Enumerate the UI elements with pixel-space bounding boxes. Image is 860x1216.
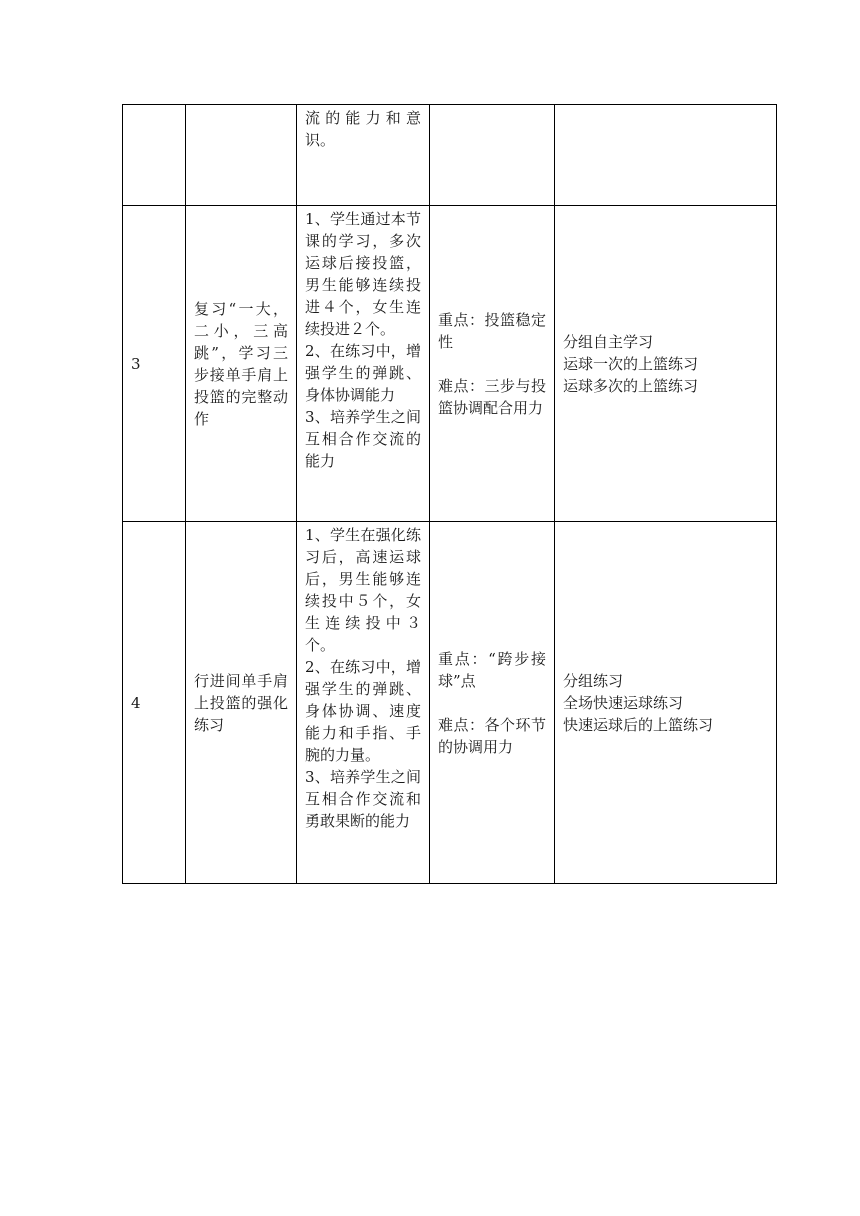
activity-cell bbox=[555, 522, 777, 884]
lesson-plan-table bbox=[122, 104, 777, 884]
row-number: 3 bbox=[123, 206, 186, 522]
goal-cell: 流的能力和意识。 bbox=[297, 105, 430, 206]
activity-item: 运球多次的上篮练习 bbox=[563, 376, 699, 395]
activity-item: 分组练习 bbox=[563, 671, 624, 690]
goal-cell bbox=[297, 206, 430, 522]
activity-cell bbox=[555, 206, 777, 522]
table-row bbox=[123, 105, 777, 206]
task-cell bbox=[186, 105, 297, 206]
goal-cell bbox=[297, 522, 430, 884]
row-number bbox=[123, 105, 186, 206]
task-cell: 行进间单手肩上投篮的强化练习 bbox=[186, 522, 297, 884]
difficulty-point: 难点：各个环节的协调用力 bbox=[438, 715, 546, 756]
activity-item: 全场快速运球练习 bbox=[563, 693, 684, 712]
goal-item: 3、培养学生之间互相合作交流的能力 bbox=[305, 408, 421, 470]
goal-item: 3、培养学生之间互相合作交流和勇敢果断的能力 bbox=[305, 768, 421, 830]
key-point-cell bbox=[430, 105, 555, 206]
difficulty-point: 难点：三步与投篮协调配合用力 bbox=[438, 376, 546, 417]
activity-item: 运球一次的上篮练习 bbox=[563, 354, 699, 373]
key-point-cell bbox=[430, 206, 555, 522]
key-point: 重点：“跨步接球”点 bbox=[438, 649, 546, 690]
row-number: 4 bbox=[123, 522, 186, 884]
key-point: 重点：投篮稳定性 bbox=[438, 310, 546, 351]
goal-item: 2、在练习中，增强学生的弹跳、身体协调能力 bbox=[305, 342, 421, 404]
activity-item: 快速运球后的上篮练习 bbox=[563, 715, 714, 734]
goal-item: 2、在练习中，增强学生的弹跳、身体协调、速度能力和手指、手腕的力量。 bbox=[305, 658, 421, 764]
goal-item: 1、学生在强化练习后，高速运球后，男生能够连续投中５个，女生连续投中３个。 bbox=[305, 526, 421, 654]
activity-cell bbox=[555, 105, 777, 206]
activity-item: 分组自主学习 bbox=[563, 332, 654, 351]
key-point-cell bbox=[430, 522, 555, 884]
task-cell: 复习“一大，二小，三高跳”，学习三步接单手肩上投篮的完整动作 bbox=[186, 206, 297, 522]
goal-item: 1、学生通过本节课的学习，多次运球后接投篮，男生能够连续投进４个，女生连续投进２个。 bbox=[305, 210, 421, 338]
table-row bbox=[123, 206, 777, 522]
table-row bbox=[123, 522, 777, 884]
